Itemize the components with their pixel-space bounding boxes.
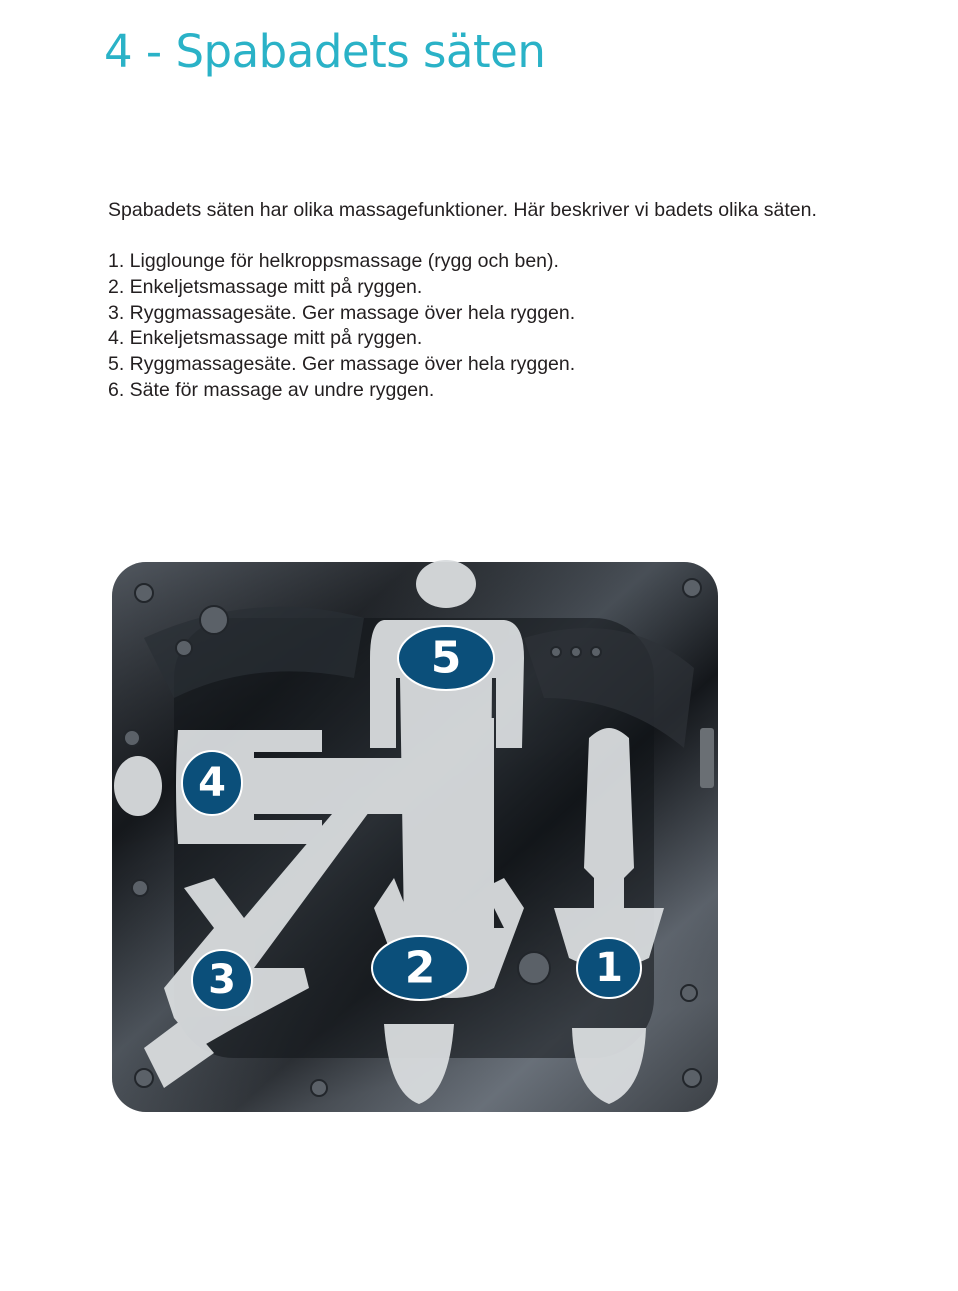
list-item: 3. Ryggmassagesäte. Ger massage över hela ryggen. [108,301,576,324]
seat-marker-2 [372,936,468,1000]
intro-text: Spabadets säten har olika massagefunktioner. Här beskriver vi badets olika säten. [108,199,817,221]
svg-text:3: 3 [208,957,236,1003]
list-item: 5. Ryggmassagesäte. Ger massage över hela ryggen. [108,353,576,376]
svg-text:1: 1 [595,945,623,991]
list-item: 6. Säte för massage av undre ryggen. [108,378,435,401]
page-title: 4 - Spabadets säten [104,25,546,78]
seat-marker-4 [182,751,242,815]
side-panel [700,728,714,788]
seat-marker-1 [577,938,641,998]
seat-marker-3 [192,950,252,1010]
seat-marker-5 [398,626,494,690]
list-item: 4. Enkeljetsmassage mitt på ryggen. [108,327,423,350]
svg-text:4: 4 [198,760,226,806]
list-item: 2. Enkeljetsmassage mitt på ryggen. [108,275,423,298]
svg-text:2: 2 [404,942,436,994]
seat-list [108,249,575,404]
list-item: 1. Ligglounge för helkroppsmassage (rygg och ben). [108,250,559,272]
spa-seat-diagram [104,548,724,1118]
svg-text:5: 5 [430,632,462,684]
spa-tub-image [104,548,724,1118]
